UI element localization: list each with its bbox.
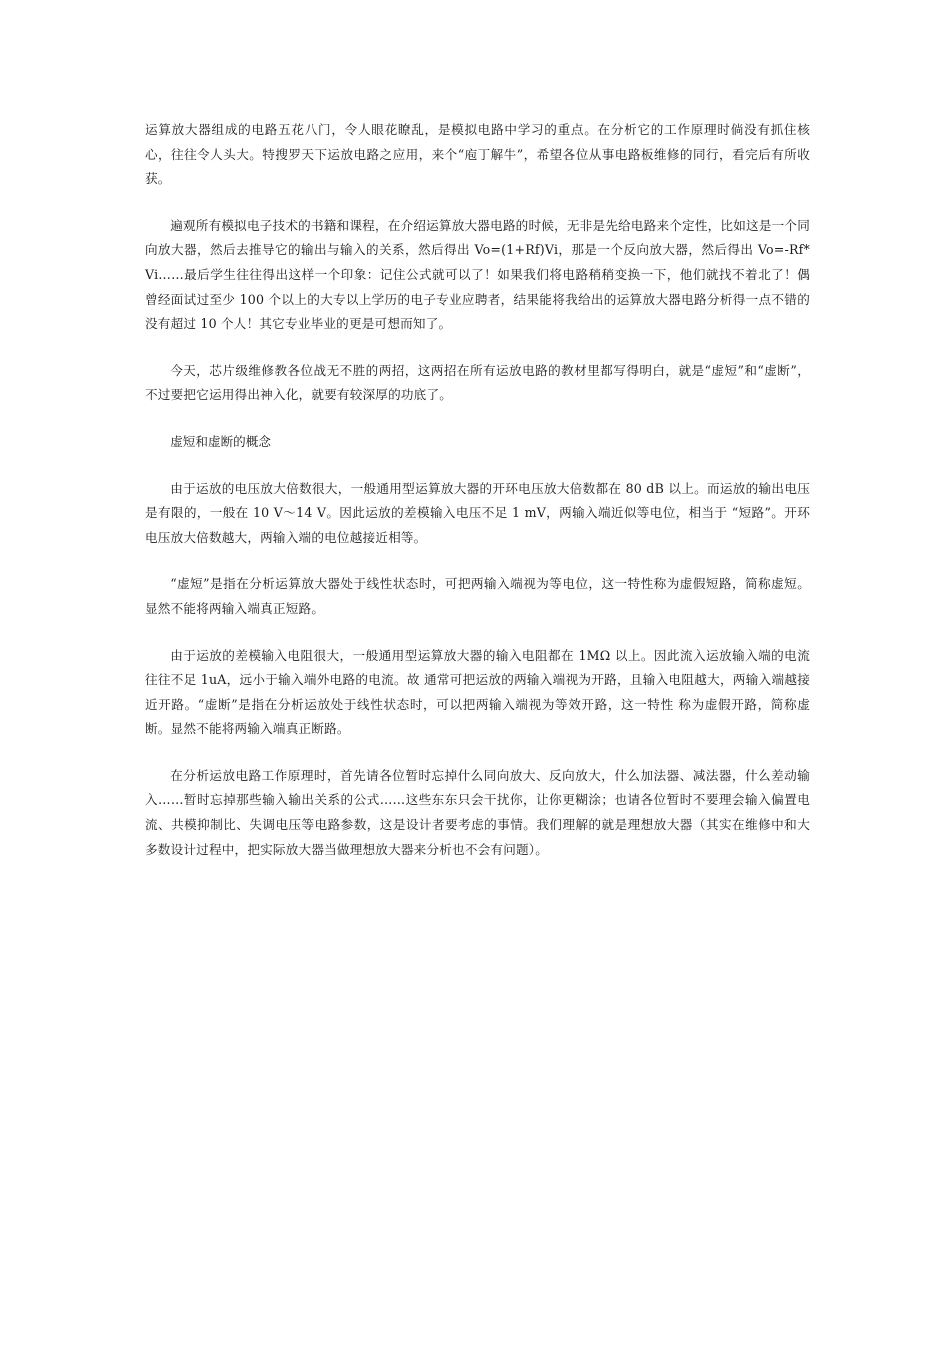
textbook-critique-paragraph: 遍观所有模拟电子技术的书籍和课程，在介绍运算放大器电路的时候，无非是先给电路来个定性，比如这是一个同向放大器，然后去推导它的输出与输入的关系，然后得出 Vo=(1+Rf)Vi，那是一个反向放大器，然后得出 Vo=-Rf*Vi……最后学生往往得出这样一个印象：记住公式就可以了！如果我们将电路稍稍变换一下，他们就找不着北了！偶曾经面试过至少 100 个以上的大专以上学历的电子专业应聘者，结果能将我给出的运算放大器电路分析得一点不错的没有超过 10 个人！其它专业毕业的更是可想而知了。: [145, 217, 810, 332]
virtual-short-explanation-paragraph: 由于运放的电压放大倍数很大，一般通用型运算放大器的开环电压放大倍数都在 80 dB 以上。而运放的输出电压是有限的，一般在 10 V～14 V。因此运放的差模输入电压不足 1 mV，两输入端近似等电位，相当于 “短路”。开环电压放大倍数越大，两输入端的电位越接近相等。: [145, 480, 810, 545]
two-tricks-paragraph: 今天，芯片级维修教各位战无不胜的两招，这两招在所有运放电路的教材里都写得明白，就是“虚短”和“虚断”，不过要把它运用得出神入化，就要有较深厚的功底了。: [145, 362, 810, 403]
virtual-open-paragraph: 由于运放的差模输入电阻很大，一般通用型运算放大器的输入电阻都在 1MΩ 以上。因此流入运放输入端的电流往往不足 1uA，远小于输入端外电路的电流。故 通常可把运放的两输入端视为开路，且输入电阻越大，两输入端越接近开路。“虚断”是指在分析运放处于线性状态时，可以把两输入端视为等效开路，这一特性 称为虚假开路，简称虚断。显然不能将两输入端真正断路。: [145, 647, 810, 737]
ideal-amplifier-paragraph: 在分析运放电路工作原理时，首先请各位暂时忘掉什么同向放大、反向放大，什么加法器、减法器，什么差动输入……暂时忘掉那些输入输出关系的公式……这些东东只会干扰你，让你更糊涂；也请各位暂时不要理会输入偏置电流、共模抑制比、失调电压等电路参数，这是设计者要考虑的事情。我们理解的就是理想放大器（其实在维修中和大多数设计过程中，把实际放大器当做理想放大器来分析也不会有问题）。: [145, 767, 810, 857]
virtual-short-definition-paragraph: “虚短”是指在分析运算放大器处于线性状态时，可把两输入端视为等电位，这一特性称为虚假短路，简称虚短。显然不能将两输入端真正短路。: [145, 576, 810, 616]
intro-paragraph: 运算放大器组成的电路五花八门，令人眼花瞭乱，是模拟电路中学习的重点。在分析它的工作原理时倘没有抓住核心，往往令人头大。特搜罗天下运放电路之应用，来个“庖丁解牛”，希望各位从事电路板维修的同行，看完后有所收获。: [145, 122, 810, 187]
document-body: [145, 118, 810, 884]
section-heading: 虚短和虚断的概念: [170, 433, 271, 449]
